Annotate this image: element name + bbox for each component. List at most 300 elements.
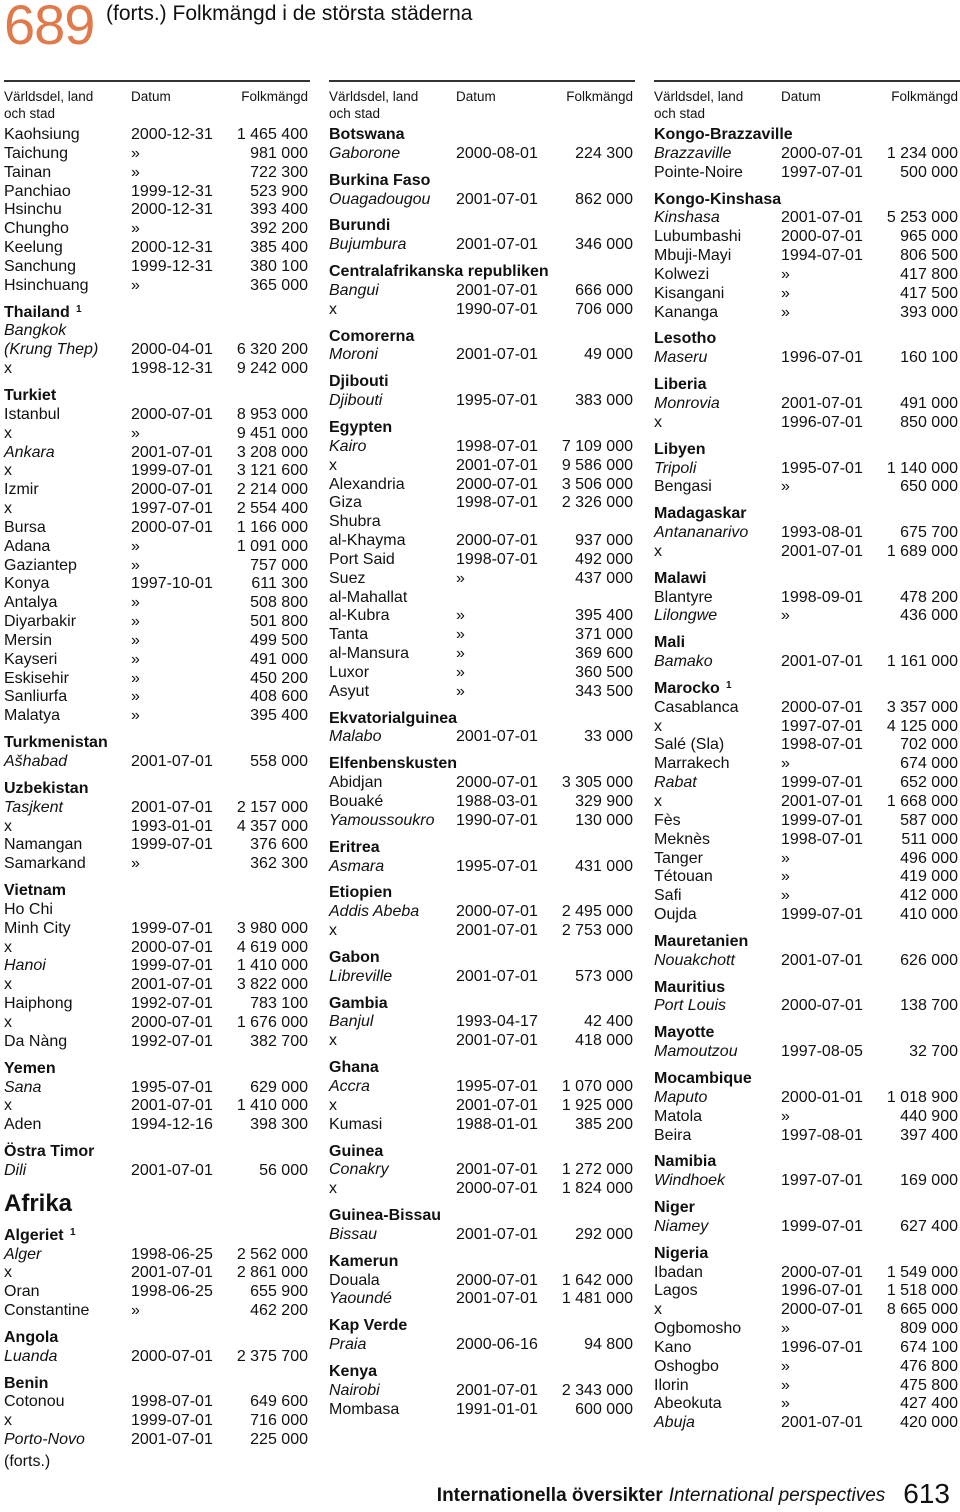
country-heading bbox=[329, 419, 635, 438]
country-heading bbox=[654, 979, 960, 998]
country-name: Niger bbox=[654, 1199, 695, 1217]
population-cell: 362 300 bbox=[250, 855, 308, 873]
date-cell: » bbox=[131, 707, 140, 725]
table-row bbox=[329, 774, 635, 793]
city-name: Alger bbox=[4, 1245, 42, 1263]
population-cell: 395 400 bbox=[250, 707, 308, 725]
population-cell: 2 375 700 bbox=[236, 1347, 308, 1365]
population-cell: 783 100 bbox=[250, 995, 308, 1013]
country-heading bbox=[329, 995, 635, 1014]
population-cell: 3 357 000 bbox=[886, 698, 958, 716]
date-cell: 1998-09-01 bbox=[781, 588, 863, 606]
country-name: Kap Verde bbox=[329, 1317, 408, 1335]
city-name: Mbuji-Mayi bbox=[654, 247, 732, 265]
city-name: Antananarivo bbox=[654, 524, 749, 542]
table-row bbox=[4, 575, 310, 594]
country-name: Lesotho bbox=[654, 330, 717, 348]
city-name: Praia bbox=[329, 1336, 367, 1354]
city-name: x bbox=[4, 424, 12, 442]
city-name: Luanda bbox=[4, 1347, 58, 1365]
population-cell: 1 481 000 bbox=[561, 1290, 633, 1308]
date-cell: 2001-07-01 bbox=[781, 653, 863, 671]
table-row bbox=[654, 460, 960, 479]
city-name: Kolwezi bbox=[654, 265, 710, 283]
table-row bbox=[4, 1097, 310, 1116]
city-name: Port Louis bbox=[654, 997, 727, 1015]
population-cell: 427 400 bbox=[900, 1395, 958, 1413]
table-row bbox=[329, 438, 635, 457]
table-row bbox=[4, 341, 310, 360]
table-row bbox=[654, 349, 960, 368]
table-row bbox=[654, 304, 960, 323]
table-row bbox=[654, 228, 960, 247]
date-cell: 2000-07-01 bbox=[131, 481, 213, 499]
city-name: Tripoli bbox=[654, 459, 697, 477]
population-cell: 393 000 bbox=[900, 303, 958, 321]
table-row bbox=[329, 1097, 635, 1116]
country-heading bbox=[329, 949, 635, 968]
table-row bbox=[4, 753, 310, 772]
date-cell: 1995-07-01 bbox=[781, 459, 863, 477]
population-cell: 4 357 000 bbox=[236, 817, 308, 835]
city-name: Oshogbo bbox=[654, 1357, 719, 1375]
city-name: x bbox=[4, 1412, 12, 1430]
city-name: Ibadan bbox=[654, 1263, 703, 1281]
header-country-city bbox=[4, 88, 93, 122]
date-cell: 1998-07-01 bbox=[456, 494, 538, 512]
date-cell: 2001-07-01 bbox=[131, 1161, 213, 1179]
population-cell: 809 000 bbox=[900, 1320, 958, 1338]
date-cell: » bbox=[781, 1357, 790, 1375]
population-cell: 462 200 bbox=[250, 1302, 308, 1320]
country-name: Mocambique bbox=[654, 1069, 752, 1087]
table-row bbox=[4, 976, 310, 995]
table-row bbox=[4, 901, 310, 920]
date-cell: » bbox=[781, 1320, 790, 1338]
population-cell: 674 000 bbox=[900, 755, 958, 773]
population-cell: 1 140 000 bbox=[886, 459, 958, 477]
population-cell: 440 900 bbox=[900, 1107, 958, 1125]
city-name: Conakry bbox=[329, 1161, 389, 1179]
table-row bbox=[4, 322, 310, 341]
city-name: Sanchung bbox=[4, 257, 77, 275]
city-name: Mersin bbox=[4, 631, 53, 649]
population-cell: 626 000 bbox=[900, 951, 958, 969]
date-cell: 2000-07-01 bbox=[781, 1263, 863, 1281]
population-cell: 2 753 000 bbox=[561, 922, 633, 940]
date-cell: 2001-07-01 bbox=[456, 967, 538, 985]
table-row bbox=[654, 1108, 960, 1127]
date-cell: 1992-07-01 bbox=[131, 1032, 213, 1050]
population-cell: 650 000 bbox=[900, 478, 958, 496]
population-cell: 138 700 bbox=[900, 997, 958, 1015]
table-row bbox=[4, 1431, 310, 1450]
date-cell: 1995-07-01 bbox=[456, 857, 538, 875]
column-header bbox=[654, 80, 960, 126]
population-cell: 627 400 bbox=[900, 1217, 958, 1235]
city-name: Nouakchott bbox=[654, 951, 735, 969]
country-name: Elfenbenskusten bbox=[329, 755, 458, 773]
date-cell: » bbox=[781, 887, 790, 905]
city-name: x bbox=[4, 1264, 12, 1282]
table-row bbox=[329, 1116, 635, 1135]
country-heading bbox=[329, 217, 635, 236]
population-cell: 160 100 bbox=[900, 349, 958, 367]
table-row bbox=[654, 1282, 960, 1301]
date-cell: » bbox=[781, 849, 790, 867]
table-row bbox=[4, 632, 310, 651]
population-cell: 49 000 bbox=[584, 346, 633, 364]
city-name: Luxor bbox=[329, 663, 370, 681]
table-row bbox=[4, 500, 310, 519]
date-cell: 2001-07-01 bbox=[781, 209, 863, 227]
date-cell: » bbox=[131, 650, 140, 668]
city-name: Haiphong bbox=[4, 995, 73, 1013]
population-cell: 393 400 bbox=[250, 201, 308, 219]
population-cell: 649 600 bbox=[250, 1393, 308, 1411]
population-cell: 410 000 bbox=[900, 906, 958, 924]
population-cell: 674 100 bbox=[900, 1338, 958, 1356]
city-name: Mombasa bbox=[329, 1400, 400, 1418]
table-row bbox=[654, 1377, 960, 1396]
date-cell: 1999-07-01 bbox=[781, 774, 863, 792]
city-name: x bbox=[654, 717, 662, 735]
country-name: Guinea-Bissau bbox=[329, 1207, 442, 1225]
population-cell: 476 800 bbox=[900, 1357, 958, 1375]
table-row bbox=[329, 191, 635, 210]
city-name: Maputo bbox=[654, 1088, 708, 1106]
country-name: Turkmenistan bbox=[4, 734, 108, 752]
table-row bbox=[329, 589, 635, 608]
city-name: x bbox=[329, 922, 337, 940]
population-cell: 1 676 000 bbox=[236, 1013, 308, 1031]
country-heading bbox=[329, 1207, 635, 1226]
population-cell: 130 000 bbox=[575, 811, 633, 829]
date-cell: 1999-12-31 bbox=[131, 257, 213, 275]
header-country-city bbox=[654, 88, 743, 122]
population-cell: 412 000 bbox=[900, 887, 958, 905]
table-row bbox=[654, 164, 960, 183]
population-cell: 492 000 bbox=[575, 550, 633, 568]
date-cell: 2000-07-01 bbox=[456, 475, 538, 493]
population-cell: 371 000 bbox=[575, 626, 633, 644]
population-cell: 418 000 bbox=[575, 1032, 633, 1050]
date-cell: 2001-07-01 bbox=[456, 1032, 538, 1050]
table-row bbox=[654, 774, 960, 793]
city-name: Minh City bbox=[4, 919, 71, 937]
population-cell: 1 824 000 bbox=[561, 1180, 633, 1198]
country-name: Burundi bbox=[329, 217, 391, 235]
population-cell: 1 410 000 bbox=[236, 1097, 308, 1115]
country-heading bbox=[654, 570, 960, 589]
city-name: al-Kubra bbox=[329, 607, 390, 625]
table-row bbox=[654, 868, 960, 887]
date-cell: » bbox=[131, 220, 140, 238]
date-cell: 1993-08-01 bbox=[781, 524, 863, 542]
population-cell: 937 000 bbox=[575, 532, 633, 550]
city-name: Bamako bbox=[654, 653, 713, 671]
city-name: Brazzaville bbox=[654, 144, 732, 162]
table-row bbox=[4, 538, 310, 557]
date-cell: » bbox=[131, 424, 140, 442]
date-cell: 2001-07-01 bbox=[456, 190, 538, 208]
table-row bbox=[329, 968, 635, 987]
continent-name: Afrika bbox=[4, 1189, 73, 1217]
country-name: Turkiet bbox=[4, 386, 57, 404]
city-name: Asyut bbox=[329, 682, 370, 700]
table-row bbox=[4, 258, 310, 277]
city-name: Gaborone bbox=[329, 144, 401, 162]
city-name: Giza bbox=[329, 494, 362, 512]
date-cell: » bbox=[781, 284, 790, 302]
date-cell: 1997-08-01 bbox=[781, 1126, 863, 1144]
country-name: Kamerun bbox=[329, 1252, 399, 1270]
country-heading bbox=[4, 780, 310, 799]
city-name: Suez bbox=[329, 569, 366, 587]
country-heading bbox=[4, 1060, 310, 1079]
table-row bbox=[654, 1320, 960, 1339]
date-cell: 1999-07-01 bbox=[781, 1217, 863, 1235]
table-row bbox=[654, 1339, 960, 1358]
population-cell: 3 822 000 bbox=[236, 976, 308, 994]
city-name: Kumasi bbox=[329, 1115, 383, 1133]
table-row bbox=[329, 513, 635, 532]
date-cell: 1998-07-01 bbox=[781, 830, 863, 848]
city-name: Djibouti bbox=[329, 392, 383, 410]
date-cell: 1996-07-01 bbox=[781, 413, 863, 431]
date-cell: 1999-07-01 bbox=[781, 811, 863, 829]
table-row bbox=[654, 1089, 960, 1108]
table-row bbox=[4, 1412, 310, 1431]
table-row bbox=[654, 1127, 960, 1146]
city-name: Antalya bbox=[4, 594, 58, 612]
population-cell: 3 121 600 bbox=[236, 462, 308, 480]
table-row bbox=[654, 1301, 960, 1320]
country-name: Ekvatorialguinea bbox=[329, 709, 458, 727]
page-title: (forts.) Folkmängd i de största städerna bbox=[106, 2, 473, 25]
population-cell: 9 586 000 bbox=[561, 456, 633, 474]
country-heading bbox=[654, 1199, 960, 1218]
city-name: x bbox=[4, 1013, 12, 1031]
population-cell: 1 689 000 bbox=[886, 542, 958, 560]
table-row bbox=[4, 1014, 310, 1033]
population-cell: 3 506 000 bbox=[561, 475, 633, 493]
table-row bbox=[329, 301, 635, 320]
date-cell: 2001-07-01 bbox=[456, 728, 538, 746]
date-cell: 1998-07-01 bbox=[456, 550, 538, 568]
table-row bbox=[654, 478, 960, 497]
city-name: Bangkok bbox=[4, 322, 67, 340]
table-column-3 bbox=[654, 80, 960, 1433]
date-cell: » bbox=[131, 144, 140, 162]
table-row bbox=[329, 476, 635, 495]
city-name: x bbox=[4, 1097, 12, 1115]
table-row bbox=[654, 145, 960, 164]
country-name: Namibia bbox=[654, 1153, 717, 1171]
table-row bbox=[329, 1336, 635, 1355]
country-heading bbox=[654, 634, 960, 653]
table-row bbox=[4, 164, 310, 183]
date-cell: 1997-07-01 bbox=[131, 500, 213, 518]
country-name: Egypten bbox=[329, 418, 393, 436]
date-cell: 2001-07-01 bbox=[131, 976, 213, 994]
population-cell: 629 000 bbox=[250, 1078, 308, 1096]
date-cell: 2001-07-01 bbox=[456, 236, 538, 254]
city-name: x bbox=[329, 1032, 337, 1050]
country-heading bbox=[654, 1024, 960, 1043]
page-number: 613 bbox=[903, 1478, 950, 1509]
date-cell: 2000-07-01 bbox=[456, 774, 538, 792]
header-city-label: och stad bbox=[654, 106, 706, 121]
population-cell: 1 642 000 bbox=[561, 1271, 633, 1289]
date-cell: 1994-12-16 bbox=[131, 1116, 213, 1134]
city-name: Sana bbox=[4, 1078, 42, 1096]
population-cell: 3 208 000 bbox=[236, 443, 308, 461]
population-cell: 292 000 bbox=[575, 1225, 633, 1243]
city-name: Kayseri bbox=[4, 650, 58, 668]
date-cell: » bbox=[131, 669, 140, 687]
date-cell: 1999-07-01 bbox=[131, 836, 213, 854]
date-cell: » bbox=[131, 688, 140, 706]
population-cell: 523 900 bbox=[250, 182, 308, 200]
city-name: Hsinchu bbox=[4, 201, 62, 219]
country-heading bbox=[654, 1245, 960, 1264]
table-row bbox=[654, 266, 960, 285]
date-cell: » bbox=[131, 163, 140, 181]
date-cell: 1997-10-01 bbox=[131, 575, 213, 593]
table-row bbox=[654, 1218, 960, 1237]
population-cell: 2 343 000 bbox=[561, 1381, 633, 1399]
city-name: Samarkand bbox=[4, 855, 86, 873]
city-name: Yaoundé bbox=[329, 1290, 392, 1308]
city-name: x bbox=[654, 542, 662, 560]
city-name: Port Said bbox=[329, 550, 395, 568]
city-name: Ašhabad bbox=[4, 753, 68, 770]
city-name: Tainan bbox=[4, 163, 52, 181]
table-row bbox=[329, 1290, 635, 1309]
country-name: Kongo-Kinshasa bbox=[654, 190, 782, 208]
table-row bbox=[654, 755, 960, 774]
table-row bbox=[329, 457, 635, 476]
date-cell: 2000-07-01 bbox=[781, 1301, 863, 1319]
date-cell: 2000-07-01 bbox=[781, 698, 863, 716]
table-row bbox=[654, 543, 960, 562]
population-cell: 397 400 bbox=[900, 1126, 958, 1144]
date-cell: 2000-07-01 bbox=[781, 228, 863, 246]
country-heading bbox=[329, 373, 635, 392]
population-cell: 2 562 000 bbox=[236, 1245, 308, 1263]
population-cell: 981 000 bbox=[250, 144, 308, 162]
table-row bbox=[654, 653, 960, 672]
country-name: Uzbekistan bbox=[4, 779, 89, 797]
date-cell: 1999-07-01 bbox=[131, 462, 213, 480]
date-cell: 1998-07-01 bbox=[781, 736, 863, 754]
country-name: Benin bbox=[4, 1374, 49, 1392]
table-row bbox=[329, 812, 635, 831]
country-name: Gabon bbox=[329, 948, 380, 966]
city-name: Taichung bbox=[4, 144, 69, 162]
city-name: Bissau bbox=[329, 1225, 378, 1243]
country-heading bbox=[329, 328, 635, 347]
page-footer bbox=[437, 1476, 950, 1508]
city-name: Diyarbakir bbox=[4, 613, 77, 631]
country-heading bbox=[329, 126, 635, 145]
city-name: Adana bbox=[4, 537, 51, 555]
city-name: Istanbul bbox=[4, 405, 61, 423]
population-cell: 806 500 bbox=[900, 247, 958, 265]
date-cell: 1998-06-25 bbox=[131, 1245, 213, 1263]
table-row bbox=[4, 145, 310, 164]
city-name: Alexandria bbox=[329, 475, 405, 493]
country-name: Kongo-Brazzaville bbox=[654, 126, 793, 143]
table-row bbox=[329, 145, 635, 164]
date-cell: » bbox=[781, 1107, 790, 1125]
population-cell: 3 980 000 bbox=[236, 919, 308, 937]
table-row bbox=[329, 282, 635, 301]
country-heading bbox=[329, 710, 635, 729]
table-row bbox=[4, 1393, 310, 1412]
city-name: Libreville bbox=[329, 967, 393, 985]
table-row bbox=[654, 831, 960, 850]
population-cell: 558 000 bbox=[250, 753, 308, 770]
table-row bbox=[654, 887, 960, 906]
country-name: Ghana bbox=[329, 1059, 379, 1077]
date-cell: 1998-12-31 bbox=[131, 360, 213, 378]
country-heading bbox=[329, 1143, 635, 1162]
country-heading bbox=[329, 839, 635, 858]
date-cell: 1997-07-01 bbox=[781, 717, 863, 735]
city-name: Kisangani bbox=[654, 284, 725, 302]
population-cell: 1 668 000 bbox=[886, 793, 958, 810]
population-cell: 1 465 400 bbox=[236, 126, 308, 143]
date-cell: 2000-07-01 bbox=[781, 144, 863, 162]
country-name: Thailand bbox=[4, 303, 70, 321]
country-name: Vietnam bbox=[4, 882, 66, 900]
date-cell: 2000-07-01 bbox=[131, 1013, 213, 1031]
date-cell: 1994-07-01 bbox=[781, 247, 863, 265]
population-cell: 1 161 000 bbox=[886, 653, 958, 671]
table-row bbox=[654, 1414, 960, 1433]
date-cell: » bbox=[781, 303, 790, 321]
country-heading bbox=[4, 304, 310, 323]
country-heading bbox=[4, 1143, 310, 1162]
date-cell: 2001-07-01 bbox=[456, 1096, 538, 1114]
city-name: Yamoussoukro bbox=[329, 811, 435, 829]
country-name: Malawi bbox=[654, 569, 707, 587]
date-cell: 2000-12-31 bbox=[131, 126, 213, 143]
date-cell: 2000-06-16 bbox=[456, 1336, 538, 1354]
table-row bbox=[654, 1358, 960, 1377]
city-name: Maseru bbox=[654, 349, 708, 367]
population-cell: 419 000 bbox=[900, 868, 958, 886]
population-cell: 408 600 bbox=[250, 688, 308, 706]
city-name: Pointe-Noire bbox=[654, 163, 743, 181]
population-cell: 369 600 bbox=[575, 645, 633, 663]
date-cell: 1999-07-01 bbox=[131, 1412, 213, 1430]
country-heading bbox=[329, 263, 635, 282]
continent-heading bbox=[4, 1189, 310, 1219]
country-heading bbox=[4, 1227, 310, 1246]
population-cell: 499 500 bbox=[250, 631, 308, 649]
city-name: x bbox=[4, 360, 12, 378]
population-cell: 1 234 000 bbox=[886, 144, 958, 162]
city-name: Konya bbox=[4, 575, 50, 593]
population-cell: 436 000 bbox=[900, 607, 958, 625]
city-name: Malatya bbox=[4, 707, 61, 725]
date-cell: » bbox=[131, 594, 140, 612]
date-cell: 2001-07-01 bbox=[456, 1290, 538, 1308]
city-name: x bbox=[329, 300, 337, 318]
